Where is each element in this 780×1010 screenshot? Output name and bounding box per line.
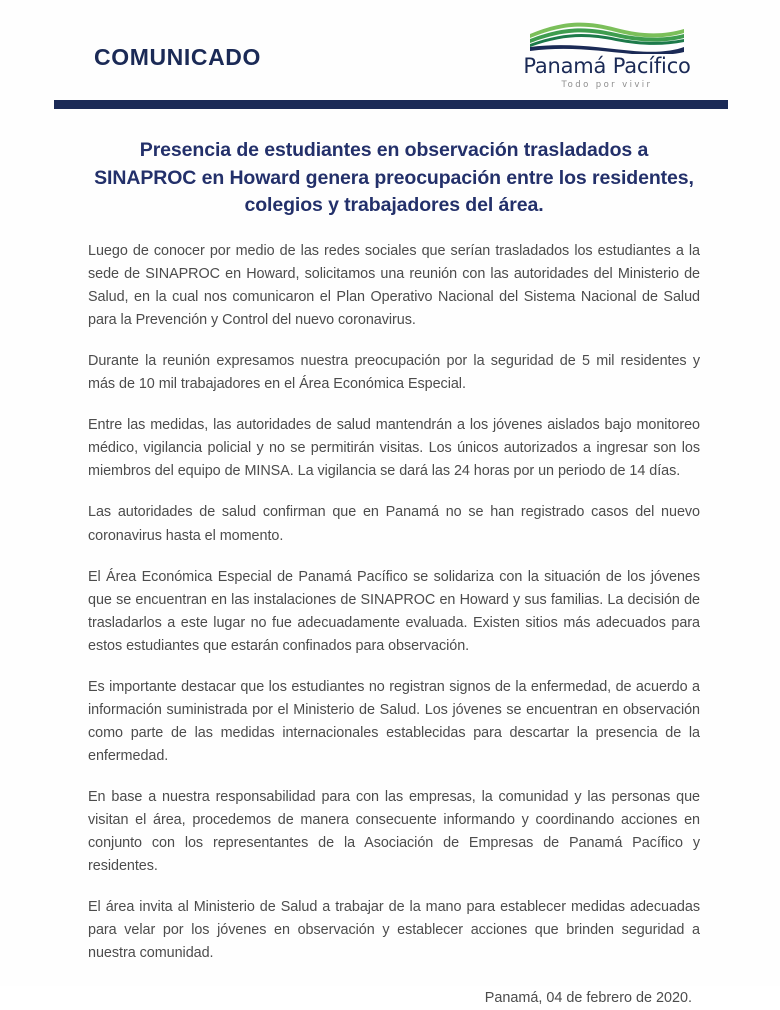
communique-headline: Presencia de estudiantes en observación trasladados a SINAPROC en Howard genera preocupación entre los residentes, colegios y trabajadores del área. — [94, 139, 694, 217]
paragraph: Entre las medidas, las autoridades de salud mantendrán a los jóvenes aislados bajo monitoreo médico, vigilancia policial y no se permitirán visitas. Los únicos autorizados a ingresar son los miembros del equipo de MINSA. La vigilancia se dará las 24 horas por un periodo de 14 días. — [88, 417, 700, 480]
paragraph: Durante la reunión expresamos nuestra preocupación por la seguridad de 5 mil residentes y más de 10 mil trabajadores en el Área Económica Especial. — [88, 353, 700, 393]
paragraph: Luego de conocer por medio de las redes sociales que serían trasladados los estudiantes a la sede de SINAPROC en Howard, solicitamos una reunión con las autoridades del Ministerio de Salud, en la cual nos comunicaron el Plan Operativo Nacional del Sistema Nacional de Salud para la Prevención y Control del nuevo coronavirus. — [88, 243, 700, 329]
page-title: COMUNICADO — [94, 44, 261, 70]
brand-logo — [524, 18, 690, 90]
communique-paragraphs — [88, 240, 700, 965]
paragraph: El área invita al Ministerio de Salud a trabajar de la mano para establecer medidas adecuadas para velar por los jóvenes en observación y establecer acciones que brinden seguridad a nuestra comunidad. — [88, 899, 700, 962]
logo-wordmark: Panamá Pacífico — [523, 54, 691, 78]
header-divider — [54, 100, 728, 109]
paragraph: Las autoridades de salud confirman que en Panamá no se han registrado casos del nuevo coronavirus hasta el momento. — [88, 504, 700, 544]
paragraph: Es importante destacar que los estudiantes no registran signos de la enfermedad, de acuerdo a información suministrada por el Ministerio de Salud. Los jóvenes se encuentran en observación como parte de las medidas internacionales establecidas para descartar la presencia de la enfermedad. — [88, 678, 700, 764]
document-header — [0, 0, 780, 100]
panama-pacifico-waves-icon — [524, 18, 690, 54]
document-body — [0, 137, 780, 1010]
header-divider-wrap — [0, 100, 780, 109]
logo-tagline: Todo por vivir — [561, 80, 653, 91]
paragraph: El Área Económica Especial de Panamá Pacífico se solidariza con la situación de los jóvenes que se encuentran en las instalaciones de SINAPROC en Howard y sus familias. La decisión de trasladarlos a este lugar no fue adecuadamente evaluada. Existen sitios más adecuados para estos estudiantes que estarán confinados para observación. — [88, 568, 700, 654]
paragraph: En base a nuestra responsabilidad para con las empresas, la comunidad y las personas que visitan el área, procedemos de manera consecuente informando y coordinando acciones en conjunto con los representantes de la Asociación de Empresas de Panamá Pacífico y residentes. — [88, 788, 700, 875]
signoff-line: Panamá, 04 de febrero de 2020. — [484, 990, 692, 1007]
